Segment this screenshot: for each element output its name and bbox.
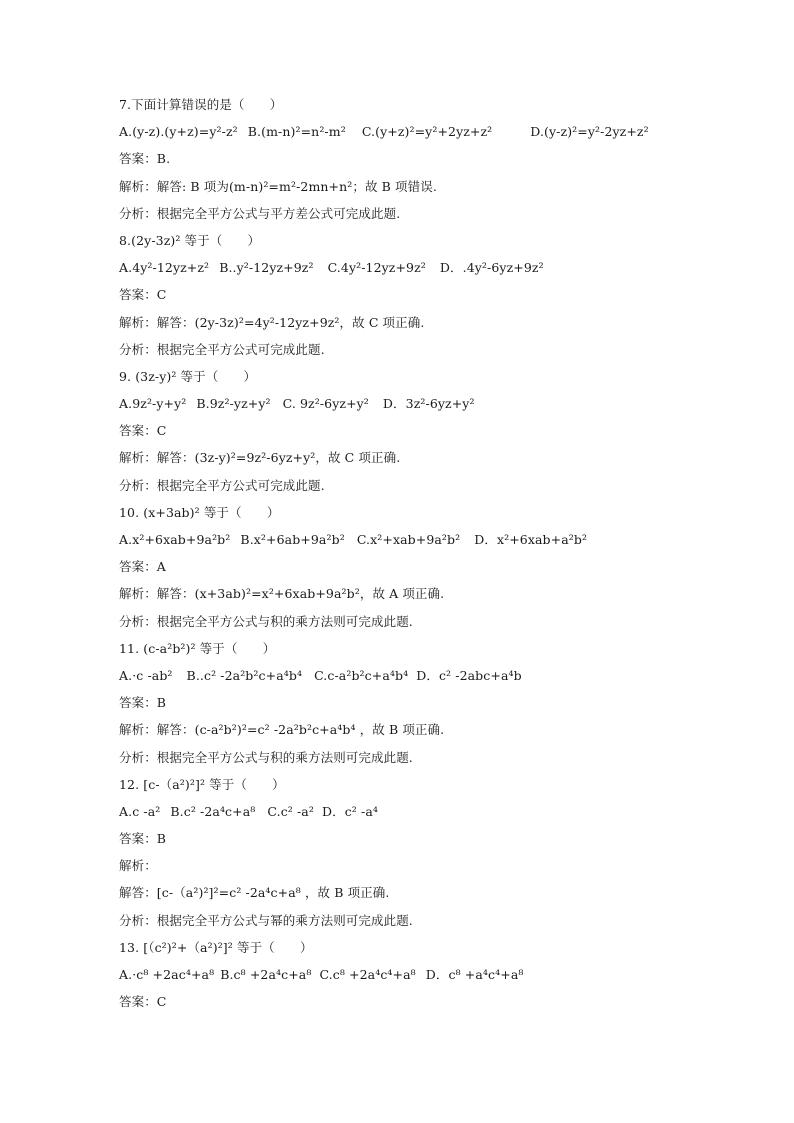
option-b: B..c² -2a²b²c+a⁴b⁴ — [186, 667, 303, 683]
note-line: 分析：根据完全平方公式与积的乘方法则可完成此题. — [119, 749, 413, 765]
question-line: 10. (x+3ab)² 等于（ ） — [119, 504, 280, 520]
option-a: A.x²+6xab+9a²b² — [119, 532, 231, 547]
answer-line: 答案：C — [119, 287, 167, 303]
option-c: C.x²+xab+9a²b² — [356, 532, 461, 547]
analysis-line: 解析：解答：(3z-y)²=9z²-6yz+y²，故 C 项正确. — [119, 450, 401, 466]
option-c: C. 9z²-6yz+y² — [282, 396, 369, 412]
option-d: D．x²+6xab+a²b² — [474, 532, 588, 547]
analysis-line: 解析：解答: B 项为(m-n)²=m²-2mn+n²；故 B 项错误. — [119, 178, 437, 194]
option-d: D．c² -2abc+a⁴b — [416, 667, 522, 683]
analysis-line: 解析： — [119, 858, 157, 874]
question-line: 7.下面计算错误的是（ ） — [119, 97, 283, 112]
option-b: B.c² -2a⁴c+a⁸ — [170, 803, 256, 819]
note-line: 分析：根据完全平方公式可完成此题. — [119, 477, 325, 493]
options-line — [119, 961, 719, 988]
option-a: A.(y-z).(y+z)=y²-z² — [119, 124, 238, 140]
answer-line: 答案：C — [119, 994, 167, 1010]
analysis-line: 解析：解答：(x+3ab)²=x²+6xab+9a²b²，故 A 项正确. — [119, 586, 445, 602]
question-line: 8.(2y-3z)² 等于（ ） — [119, 232, 261, 248]
option-d: D．.4y²-6yz+9z² — [439, 260, 544, 276]
note-line: 分析：根据完全平方公式与积的乘方法则可完成此题. — [119, 613, 413, 629]
note-line: 分析：根据完全平方公式可完成此题. — [119, 341, 325, 357]
option-a: A.9z²-y+y² — [119, 396, 187, 412]
answer-line: 答案：B — [119, 695, 167, 711]
option-c: C.4y²-12yz+9z² — [327, 260, 426, 276]
question-line: 12. [c-（a²)²]² 等于（ ） — [119, 776, 285, 792]
option-c: C.c⁸ +2a⁴c⁴+a⁸ — [319, 967, 416, 982]
analysis-line: 解答：[c-（a²)²]²=c² -2a⁴c+a⁸ ，故 B 项正确. — [119, 885, 390, 901]
question-line: 13. [（c²)²+（a²)²]² 等于（ ） — [119, 939, 313, 955]
options-line — [119, 390, 719, 417]
option-a: A.c -a² — [119, 803, 161, 819]
option-c: C.c-a²b²c+a⁴b⁴ — [314, 667, 409, 683]
answer-line: 答案：A — [119, 559, 166, 575]
option-c: C.c² -a² — [267, 803, 314, 819]
answer-line: 答案：C — [119, 423, 167, 439]
options-line — [119, 662, 719, 689]
question-line: 11. (c-a²b²)² 等于（ ） — [119, 640, 276, 656]
analysis-line: 解析：解答：(c-a²b²)²=c² -2a²b²c+a⁴b⁴ ，故 B 项正确. — [119, 722, 445, 738]
option-c: C.(y+z)²=y²+2yz+z² — [361, 124, 493, 140]
option-d: D.(y-z)²=y²-2yz+z² — [530, 124, 649, 140]
option-b: B.x²+6ab+9a²b² — [240, 532, 345, 547]
answer-line: 答案：B. — [119, 151, 171, 167]
options-line — [119, 798, 719, 825]
options-line — [119, 118, 719, 145]
option-d: D．3z²-6yz+y² — [382, 396, 475, 412]
note-line: 分析：根据完全平方公式与幂的乘方法则可完成此题. — [119, 912, 413, 928]
option-a: A.4y²-12yz+z² — [119, 260, 210, 276]
note-line: 分析：根据完全平方公式与平方差公式可完成此题. — [119, 205, 401, 221]
option-b: B.(m-n)²=n²-m² — [247, 124, 346, 140]
question-line: 9. (3z-y)² 等于（ ） — [119, 368, 257, 384]
option-d: D．c⁸ +a⁴c⁴+a⁸ — [425, 967, 524, 982]
option-a: A.·c⁸ +2ac⁴+a⁸ — [119, 967, 215, 982]
options-line — [119, 254, 719, 281]
option-b: B.c⁸ +2a⁴c+a⁸ — [220, 967, 312, 982]
option-b: B.9z²-yz+y² — [196, 396, 271, 412]
option-a: A.·c -ab² — [119, 667, 173, 683]
option-b: B..y²-12yz+9z² — [219, 260, 314, 276]
analysis-line: 解析：解答：(2y-3z)²=4y²-12yz+9z²，故 C 项正确. — [119, 314, 425, 330]
option-d: D．c² -a⁴ — [321, 803, 378, 819]
options-line — [119, 526, 719, 553]
document-content — [119, 91, 719, 1015]
answer-line: 答案：B — [119, 831, 167, 847]
